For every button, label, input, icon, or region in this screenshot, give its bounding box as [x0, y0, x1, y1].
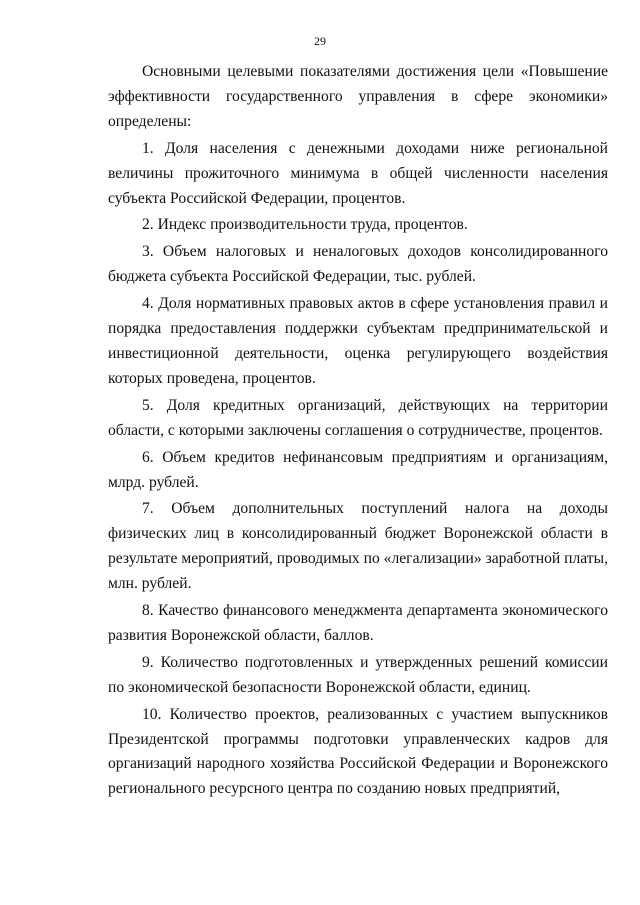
paragraph-item-5: 5. Доля кредитных организаций, действующих на территории области, с которыми заключены соглашения о сотрудничестве, процентов.	[108, 396, 608, 439]
paragraph-item-4: 4. Доля нормативных правовых актов в сфере установления правил и порядка предоставления поддержки субъектам предпринимательской и инвестиционной деятельности, оценка регулирующего воздействия которых проведена, процентов.	[108, 295, 608, 387]
paragraph-item-9: 9. Количество подготовленных и утвержденных решений комиссии по экономической безопасности Воронежской области, единиц.	[108, 653, 608, 696]
paragraph-item-8: 8. Качество финансового менеджмента департамента экономического развития Воронежской области, баллов.	[108, 602, 608, 644]
paragraph-item-2: 2. Индекс производительности труда, процентов.	[142, 216, 468, 234]
page-number: 29	[314, 34, 326, 48]
paragraph-item-3: 3. Объем налоговых и неналоговых доходов консолидированного бюджета субъекта Российской Федерации, тыс. рублей.	[108, 243, 608, 286]
paragraph-intro: Основными целевыми показателями достижения цели «Повышение эффективности государственного управления в сфере экономики» определены:	[108, 63, 608, 130]
paragraph-item-1: 1. Доля населения с денежными доходами ниже региональной величины прожиточного минимума в общей численности населения субъекта Российской Федерации, процентов.	[108, 139, 608, 207]
document-body	[108, 60, 608, 804]
paragraph-item-6: 6. Объем кредитов нефинансовым предприятиям и организациям, млрд. рублей.	[108, 448, 608, 491]
paragraph-item-10: 10. Количество проектов, реализованных с участием выпускников Президентской программы подготовки управленческих кадров для организаций народного хозяйства Российской Федерации и Воронежского регионального ресурсного центра по созданию новых предприятий,	[108, 705, 608, 798]
paragraph-item-7: 7. Объем дополнительных поступлений налога на доходы физических лиц в консолидированный бюджет Воронежской области в результате мероприятий, проводимых по «легализации» заработной платы, млн. рублей.	[108, 500, 608, 593]
